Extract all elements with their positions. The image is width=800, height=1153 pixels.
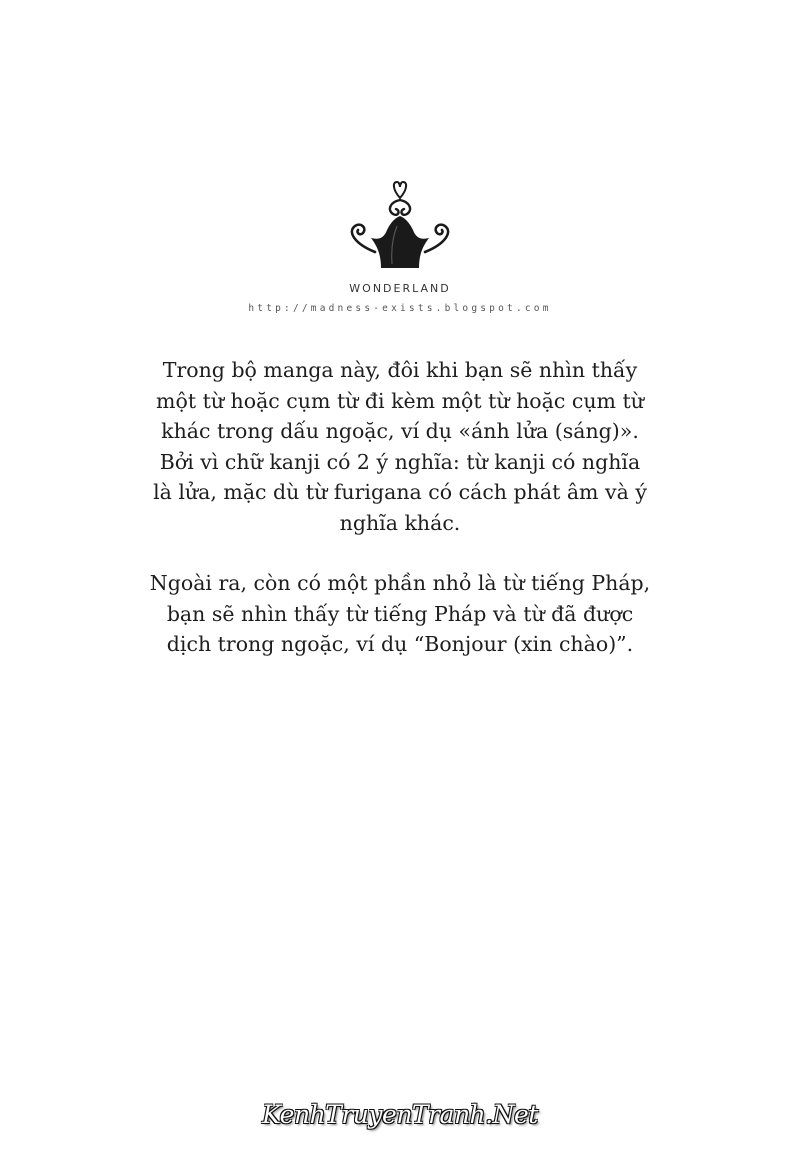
notice-text	[100, 355, 700, 660]
wonderland-logo	[0, 180, 800, 314]
brand-name: WONDERLAND	[349, 282, 451, 295]
crown-icon	[335, 180, 465, 280]
text-line: nghĩa khác.	[339, 510, 461, 535]
text-line: là lửa, mặc dù từ furigana có cách phát âm và ý	[153, 480, 647, 504]
text-line: dịch trong ngoặc, ví dụ “Bonjour (xin chào)”.	[166, 632, 634, 656]
text-line: Bởi vì chữ kanji có 2 ý nghĩa: từ kanji có nghĩa	[159, 449, 641, 474]
blog-url: http://madness-exists.blogspot.com	[248, 303, 552, 314]
text-line: bạn sẽ nhìn thấy từ tiếng Pháp và từ đã được	[166, 601, 634, 626]
text-line: Trong bộ manga này, đôi khi bạn sẽ nhìn thấy	[162, 358, 638, 382]
text-line: khác trong dấu ngoặc, ví dụ «ánh lửa (sáng)».	[161, 419, 639, 443]
paragraph-french	[100, 568, 700, 660]
text-line: một từ hoặc cụm từ đi kèm một từ hoặc cụm từ	[156, 388, 644, 413]
paragraph-furigana	[100, 355, 700, 538]
footer-watermark: KenhTruyenTranh.Net	[262, 1100, 538, 1129]
text-line: Ngoài ra, còn có một phần nhỏ là từ tiếng Pháp,	[149, 571, 651, 595]
